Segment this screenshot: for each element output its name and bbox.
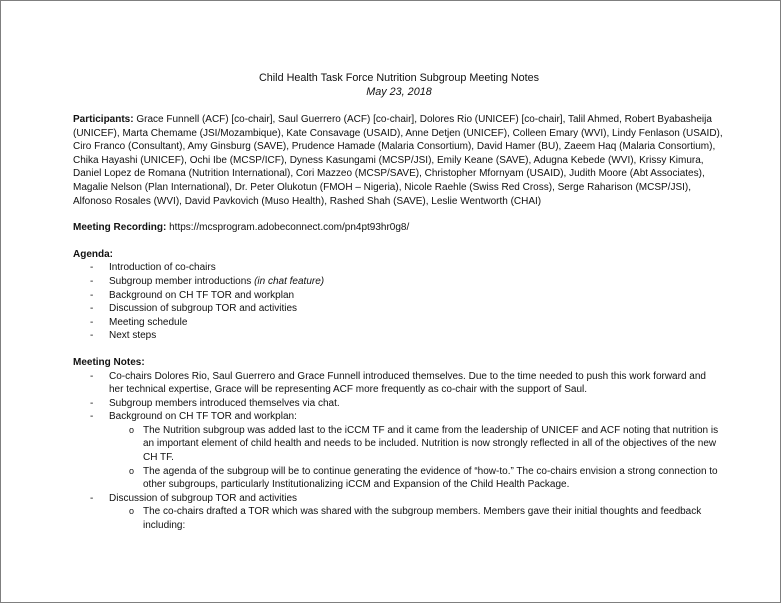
notes-heading: Meeting Notes: xyxy=(73,356,145,368)
circle-bullet: o xyxy=(129,506,135,517)
dash-bullet: - xyxy=(90,397,94,409)
notes-item: - Discussion of subgroup TOR and activities xyxy=(90,492,298,504)
circle-bullet: o xyxy=(129,465,135,476)
participants-paragraph xyxy=(73,113,723,208)
recording-paragraph xyxy=(73,221,723,235)
dash-bullet: - xyxy=(90,330,94,342)
dash-bullet: - xyxy=(90,303,94,315)
agenda-item-note: (in chat feature) xyxy=(254,275,325,287)
dash-bullet: - xyxy=(90,411,94,423)
notes-list xyxy=(73,370,723,533)
notes-item: - Background on CH TF TOR and workplan: xyxy=(90,411,297,423)
circle-bullet: o xyxy=(129,424,135,435)
agenda-item: - Background on CH TF TOR and workplan xyxy=(90,289,295,301)
agenda-list xyxy=(73,261,723,343)
recording-label: Meeting Recording: xyxy=(73,222,167,234)
dash-bullet: - xyxy=(90,370,94,382)
agenda-heading: Agenda: xyxy=(73,248,113,260)
notes-subitem: o The agenda of the subgroup will be to continue generating the evidence of “how-to.” The co-chairs envision a strong connection to other subgroups, particularly Institutionalizing iCCM and Expansion of the Child Health Package. xyxy=(129,465,718,491)
dash-bullet: - xyxy=(90,289,94,301)
document-body xyxy=(73,72,723,533)
agenda-item: - Discussion of subgroup TOR and activities xyxy=(90,303,298,315)
agenda-item: - Next steps xyxy=(90,330,157,342)
participants-label: Participants: xyxy=(73,114,134,125)
document-title: Child Health Task Force Nutrition Subgroup Meeting Notes xyxy=(258,72,540,84)
agenda-item: - Introduction of co-chairs xyxy=(90,262,216,274)
recording-link[interactable]: https://mcsprogram.adobeconnect.com/pn4pt93hr0g8/ xyxy=(166,222,410,234)
document-date: May 23, 2018 xyxy=(366,85,432,98)
dash-bullet: - xyxy=(90,316,94,328)
participants-list: Grace Funnell (ACF) [co-chair], Saul Guerrero (ACF) [co-chair], Dolores Rio (UNICEF) [co-chair], Talil Ahmed, Robert Byabasheija (UNICEF), Marta Chemame (JSI/Mozambique), Kate Consavage (USAID), Anne Detjen (UNICEF), Colleen Emary (WVI), Lindy Fenlason (USAID), Ciro Franco (Consultant), Amy Ginsburg (SAVE), Prudence Hamade (Malaria Consortium), David Hamer (BU), Zaeem Haq (Malaria Consortium), Chika Hayashi (UNICEF), Ochi Ibe (MCSP/ICF), Dyness Kasungami (MCSP/JSI), Emily Keane (SAVE), Adugna Kebede (WVI), Krissy Kimura, Daniel Lopez de Romana (Nutrition International), Cori Mazzeo (MCSP/SAVE), Christopher Mfornyam (USAID), Judith Moore (Abt Associates), Magalie Nelson (Plan International), Dr. Peter Olukotun (FMOH – Nigeria), Nicole Raehle (Swiss Red Cross), Serge Raharison (MCSP/JSI), Alfonoso Rosales (WVI), David Pavkovich (Muso Health), Rashed Shah (SAVE), Leslie Wentworth (CHAI) xyxy=(73,114,723,207)
agenda-item: - Subgroup member introductions (in chat feature) xyxy=(90,275,325,287)
notes-item: - Co-chairs Dolores Rio, Saul Guerrero and Grace Funnell introduced themselves. Due to the time needed to push this work forward and her technical expertise, Grace will be representing ACF more frequently as co-chair with the support of Saul. xyxy=(90,370,706,396)
notes-subitem: o The co-chairs drafted a TOR which was shared with the subgroup members. Members gave their initial thoughts and feedback including: xyxy=(129,506,702,532)
notes-item: - Subgroup members introduced themselves via chat. xyxy=(90,397,340,409)
dash-bullet: - xyxy=(90,262,94,274)
dash-bullet: - xyxy=(90,492,94,504)
dash-bullet: - xyxy=(90,275,94,287)
agenda-item: - Meeting schedule xyxy=(90,316,188,328)
notes-subitem: o The Nutrition subgroup was added last to the iCCM TF and it came from the leadership of UNICEF and ACF noting that nutrition is an important element of child health and needs to be included. Nutrition is now strongly reflected in all of the objectives of the new CH TF. xyxy=(129,424,719,464)
